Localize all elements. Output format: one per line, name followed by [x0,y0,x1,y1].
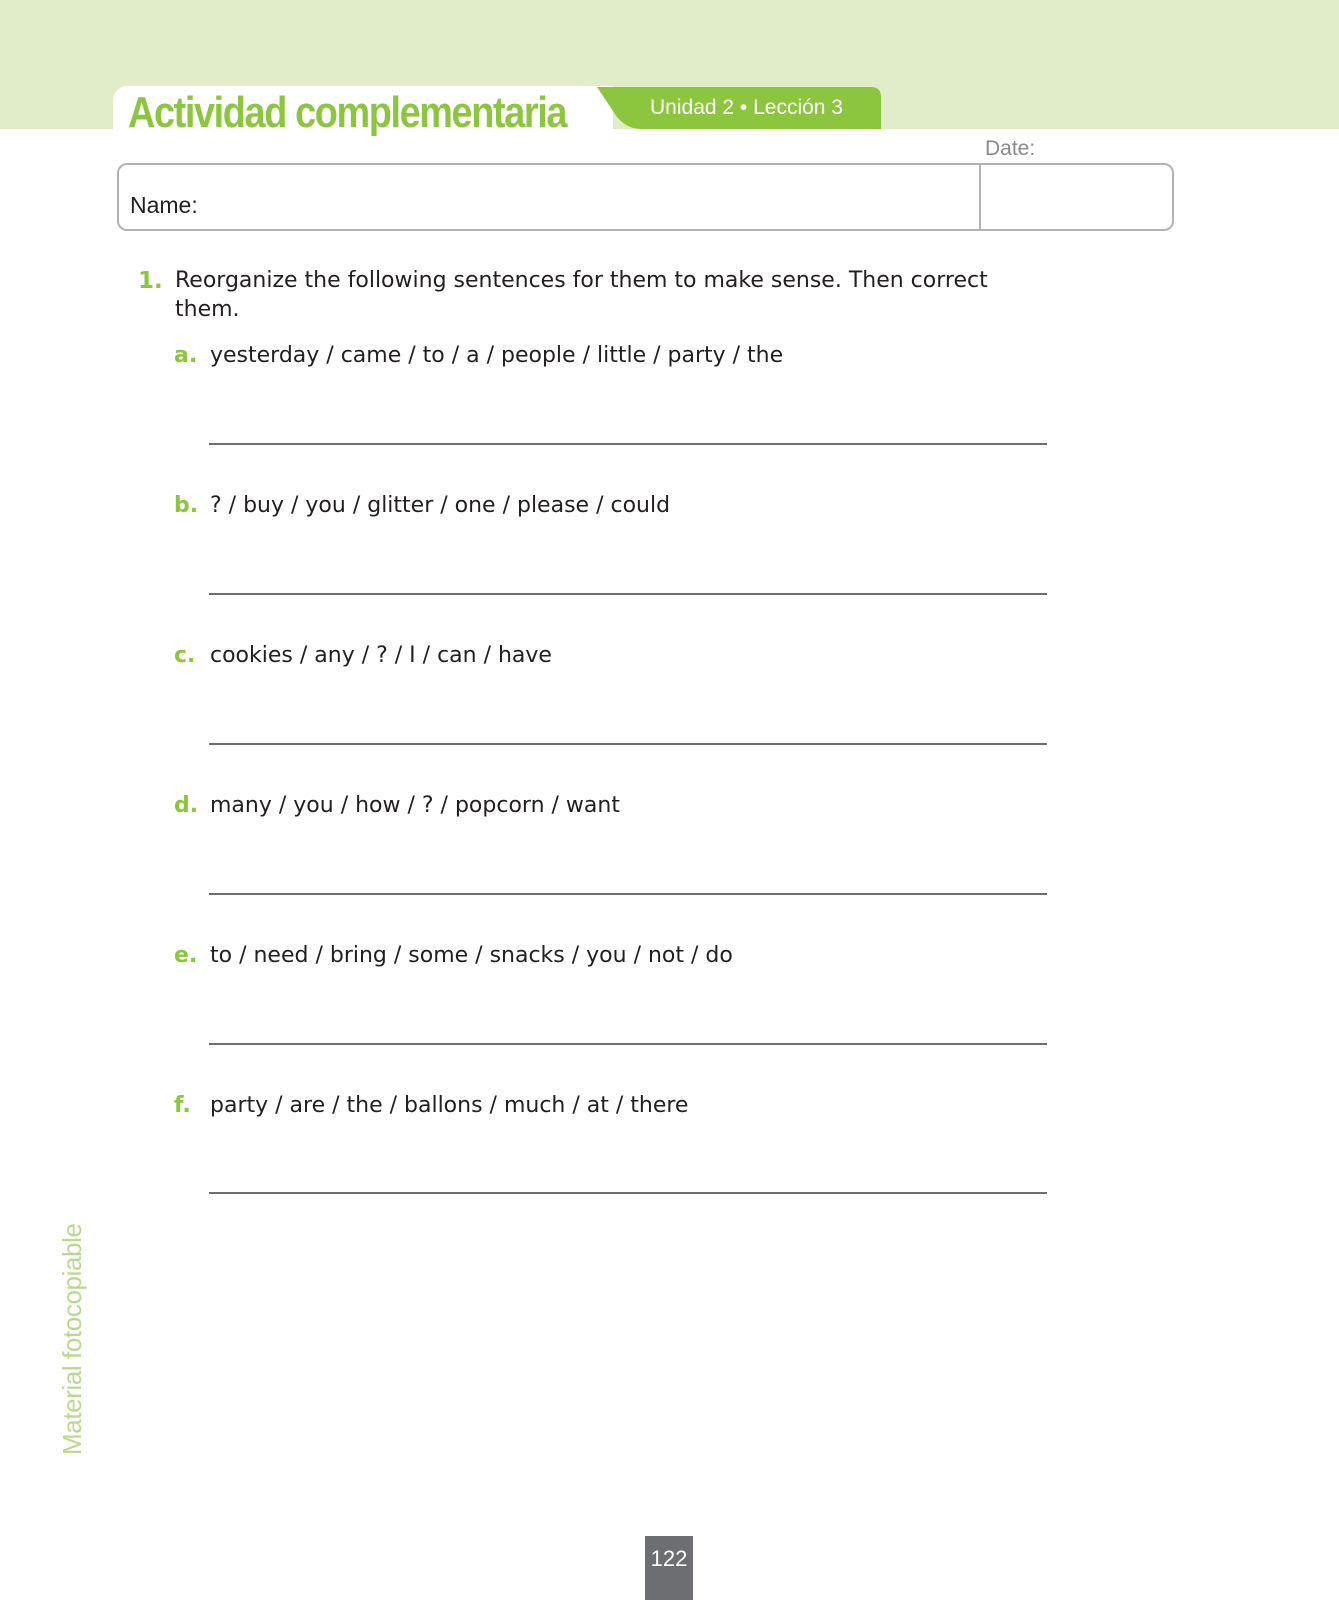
exercise-instruction: Reorganize the following sentences for them to make sense. Then correct them. [175,268,988,322]
item-text: party / are / the / ballons / much / at / there [210,1093,689,1118]
answer-line[interactable] [209,1043,1047,1045]
answer-line[interactable] [209,743,1047,745]
item-letter: c. [174,643,196,668]
name-label: Name: [130,192,198,218]
item-letter: f. [174,1093,191,1118]
item-letter: e. [174,943,198,968]
answer-line[interactable] [209,593,1047,595]
item-letter: a. [174,343,198,368]
date-label: Date: [985,137,1036,160]
date-field-divider [979,163,981,231]
item-letter: b. [174,493,199,518]
unit-lesson-label: Unidad 2 • Lección 3 [650,96,843,119]
item-text: yesterday / came / to / a / people / little / party / the [210,343,784,368]
photocopiable-label: Material fotocopiable [57,1223,87,1455]
item-text: to / need / bring / some / snacks / you / not / do [210,943,733,968]
item-letter: d. [174,793,199,818]
item-text: many / you / how / ? / popcorn / want [210,793,620,818]
item-text: cookies / any / ? / I / can / have [210,643,552,668]
page-number: 122 [650,1546,688,1571]
exercise-number: 1. [138,268,163,294]
name-field[interactable] [117,163,1174,231]
item-text: ? / buy / you / glitter / one / please / could [210,493,671,518]
answer-line[interactable] [209,443,1047,445]
answer-line[interactable] [209,1192,1047,1194]
page-title: Actividad complementaria [128,88,567,137]
answer-line[interactable] [209,893,1047,895]
